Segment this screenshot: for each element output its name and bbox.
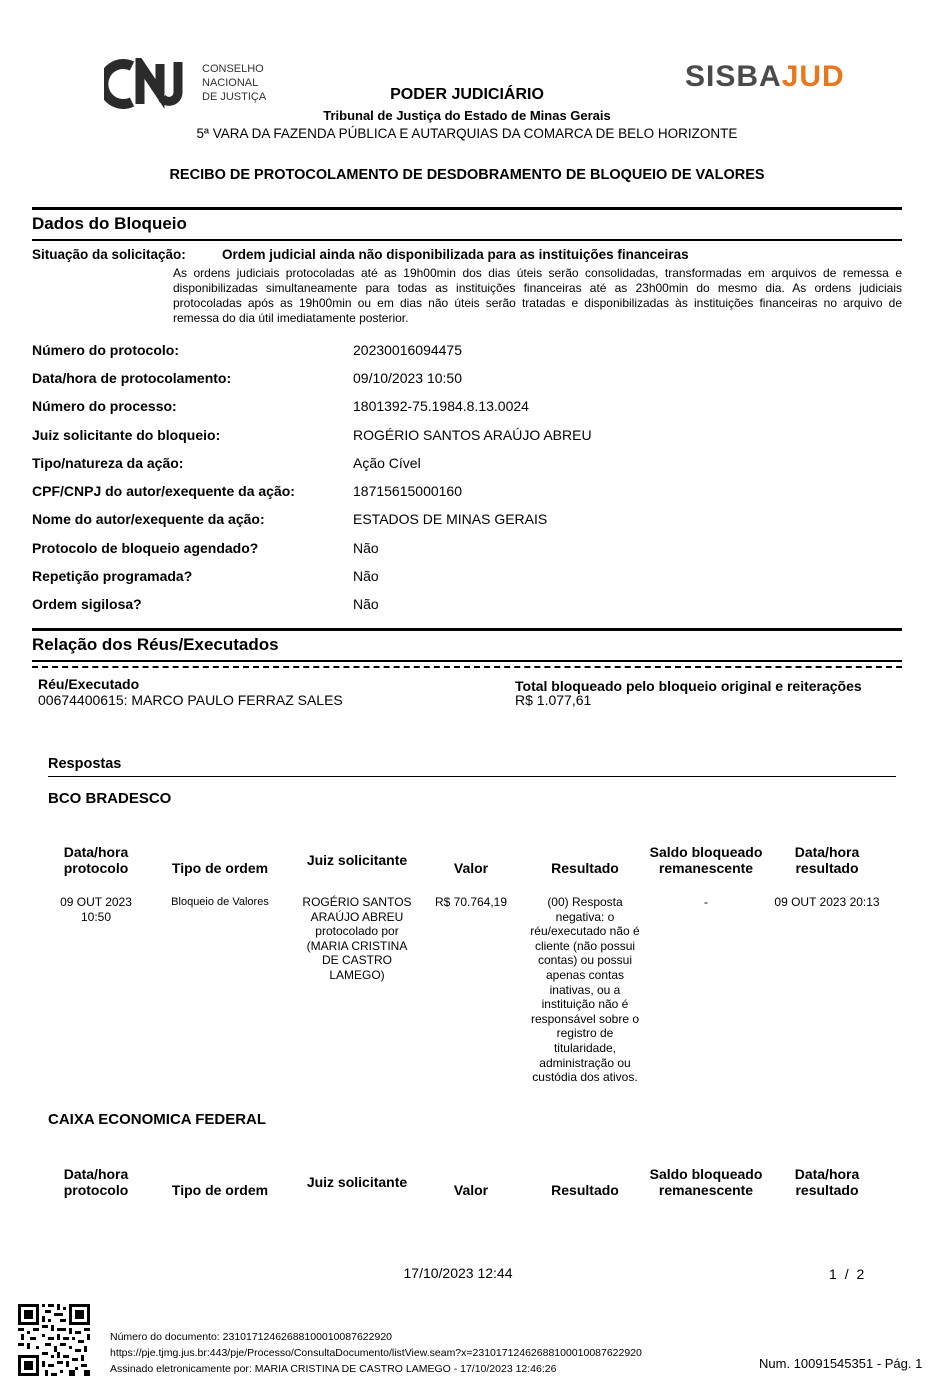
header-text: remanescente [658, 1182, 754, 1198]
cell-line: ROGÉRIO SANTOS [302, 895, 412, 909]
header-text: resultado [795, 1182, 859, 1198]
header-text: remanescente [658, 860, 754, 876]
cell-line: cliente (não possui [534, 938, 636, 953]
court-name: Tribunal de Justiça do Estado de Minas Gerais [323, 108, 611, 123]
reu-value: 00674400615: MARCO PAULO FERRAZ SALES [38, 692, 343, 708]
field-label: Data/hora de protocolamento: [32, 370, 232, 386]
field-value: Não [353, 540, 379, 556]
header-saldo-bloqueado [644, 1166, 768, 1198]
cell-line: (00) Resposta [547, 895, 623, 909]
vara-name: 5ª VARA DA FAZENDA PÚBLICA E AUTARQUIAS DA COMARCA DE BELO HORIZONTE [196, 126, 738, 141]
bank-name: CAIXA ECONOMICA FEDERAL [48, 1111, 267, 1128]
cell-line: negativa: o [555, 909, 615, 924]
page-title: PODER JUDICIÁRIO [390, 86, 544, 103]
notice-line: remessa do dia útil imediatamente posterior. [173, 311, 409, 325]
header-text: protocolo [63, 860, 129, 876]
header-saldo-bloqueado [644, 844, 768, 876]
sisbajud-logo-b: JUD [781, 60, 845, 93]
cell-line: DE CASTRO [321, 953, 392, 968]
page-separator: / [844, 1266, 849, 1282]
respostas-title: Respostas [48, 756, 122, 772]
header-text: Data/hora [794, 844, 860, 860]
field-label: Protocolo de bloqueio agendado? [32, 540, 259, 556]
field-value: ROGÉRIO SANTOS ARAÚJO ABREU [353, 427, 592, 443]
cell-resultado [522, 895, 648, 1085]
sisbajud-logo-a: SISBA [685, 60, 782, 93]
situacao-value: Ordem judicial ainda não disponibilizada para as instituições financeiras [222, 247, 689, 262]
notice-line: disponibilizadas simultaneamente para todas as instituições financeiras até as 23h00min do mesmo dia. As ordens judiciais [173, 281, 902, 295]
field-value: ESTADOS DE MINAS GERAIS [353, 511, 548, 527]
document-title: RECIBO DE PROTOCOLAMENTO DE DESDOBRAMENTO DE BLOQUEIO DE VALORES [169, 167, 765, 183]
field-label: Ordem sigilosa? [32, 596, 142, 612]
notice-text [173, 266, 902, 326]
cell-saldo-bloqueado: - [704, 895, 708, 909]
header-tipo-ordem: Tipo de ordem [171, 860, 269, 876]
header-data-protocolo [40, 1166, 152, 1198]
header-data-resultado [770, 844, 884, 876]
field-value: 09/10/2023 10:50 [353, 370, 462, 386]
field-value: Não [353, 596, 379, 612]
cell-data-resultado: 09 OUT 2023 20:13 [774, 895, 880, 909]
document-number: Número do documento: 23101712462688100010087622920 [110, 1331, 392, 1343]
cell-line: ARAÚJO ABREU [310, 909, 404, 924]
cell-line: titularidade, [553, 1040, 617, 1055]
page-counter [829, 1266, 864, 1282]
cnj-logo-text-1: CONSELHO [202, 63, 264, 75]
bank-name: BCO BRADESCO [48, 790, 172, 807]
cell-line: LAMEGO) [329, 967, 385, 982]
qr-code [18, 1304, 90, 1376]
cnj-logo-text-3: DE JUSTIÇA [202, 91, 267, 103]
respostas-rule [48, 776, 896, 777]
reu-label: Réu/Executado [38, 676, 140, 692]
field-label: Número do processo: [32, 398, 177, 414]
header-text: resultado [795, 860, 859, 876]
field-label: Nome do autor/exequente da ação: [32, 511, 265, 527]
cell-line: apenas contas [545, 967, 625, 982]
cell-line: administração ou [539, 1055, 631, 1070]
field-label: CPF/CNPJ do autor/exequente da ação: [32, 483, 295, 499]
field-label: Número do protocolo: [32, 342, 179, 358]
cell-juiz-solicitante [292, 895, 422, 983]
cell-line: responsável sobre o [530, 1011, 640, 1026]
field-value: 18715615000160 [353, 483, 463, 499]
situacao-label: Situação da solicitação: [32, 247, 186, 262]
total-bloqueado-label: Total bloqueado pelo bloqueio original e reiterações [515, 678, 862, 694]
cell-line: 10:50 [80, 909, 112, 924]
cell-data-protocolo [40, 895, 152, 924]
signature-info: Assinado eletronicamente por: MARIA CRISTINA DE CASTRO LAMEGO - 17/10/2023 12:46:26 [110, 1363, 557, 1375]
header-resultado: Resultado [551, 860, 619, 876]
section-dados-bloqueio: Dados do Bloqueio [32, 207, 902, 241]
field-value: Não [353, 568, 379, 584]
header-text: Data/hora [794, 1166, 860, 1182]
header-data-protocolo [40, 844, 152, 876]
page-current: 1 [829, 1266, 837, 1282]
header-valor: Valor [453, 860, 489, 876]
header-text: Data/hora [63, 844, 129, 860]
header-juiz-solicitante: Juiz solicitante [306, 852, 408, 868]
cell-line: registro de [556, 1026, 614, 1041]
page-total: 2 [856, 1266, 865, 1282]
header-text: Saldo bloqueado [649, 1166, 763, 1182]
header-resultado: Resultado [551, 1182, 619, 1198]
cell-line: custódia dos ativos. [532, 1070, 638, 1085]
cell-line: instituição não é [541, 997, 629, 1012]
field-label: Juiz solicitante do bloqueio: [32, 427, 221, 443]
field-value: Ação Cível [353, 455, 421, 471]
header-text: protocolo [63, 1182, 129, 1198]
print-timestamp: 17/10/2023 12:44 [403, 1265, 513, 1281]
dashed-divider [32, 666, 902, 668]
cell-valor: R$ 70.764,19 [434, 895, 508, 909]
document-url[interactable]: https://pje.tjmg.jus.br:443/pje/Processo/ConsultaDocumento/listView.seam?x=23101712462688100010087622920 [110, 1347, 642, 1359]
page-number-num: Num. 10091545351 - Pág. 1 [759, 1356, 923, 1371]
header-valor: Valor [453, 1182, 489, 1198]
section-reus-executados: Relação dos Réus/Executados [32, 628, 902, 662]
qr-code-graphic [18, 1304, 90, 1376]
header-text: Data/hora [63, 1166, 129, 1182]
total-bloqueado-value: R$ 1.077,61 [515, 692, 592, 708]
cell-tipo-ordem: Bloqueio de Valores [171, 896, 269, 908]
header-tipo-ordem: Tipo de ordem [171, 1182, 269, 1198]
cell-line: contas) ou possui [537, 953, 633, 968]
cnj-logo-text-2: NACIONAL [202, 77, 259, 89]
notice-line: As ordens judiciais protocoladas até as 19h00min dos dias úteis serão consolidadas, transformadas em arquivos de remessa e [173, 266, 902, 280]
field-label: Tipo/natureza da ação: [32, 455, 184, 471]
cell-line: (MARIA CRISTINA [306, 938, 408, 953]
cell-line: 09 OUT 2023 [60, 895, 132, 909]
cell-line: réu/executado não é [530, 924, 640, 939]
header-juiz-solicitante: Juiz solicitante [306, 1174, 408, 1190]
header-text: Saldo bloqueado [649, 844, 763, 860]
notice-line: protocoladas após as 19h00min ou em dias não úteis serão tratadas e disponibilizadas às instituições financeiras no arquivo de [173, 296, 902, 310]
cell-line: protocolado por [315, 924, 399, 939]
cell-line: inativas, ou a [549, 982, 621, 997]
header-data-resultado [770, 1166, 884, 1198]
field-value: 1801392-75.1984.8.13.0024 [353, 398, 529, 414]
field-value: 20230016094475 [353, 342, 463, 358]
field-label: Repetição programada? [32, 568, 193, 584]
